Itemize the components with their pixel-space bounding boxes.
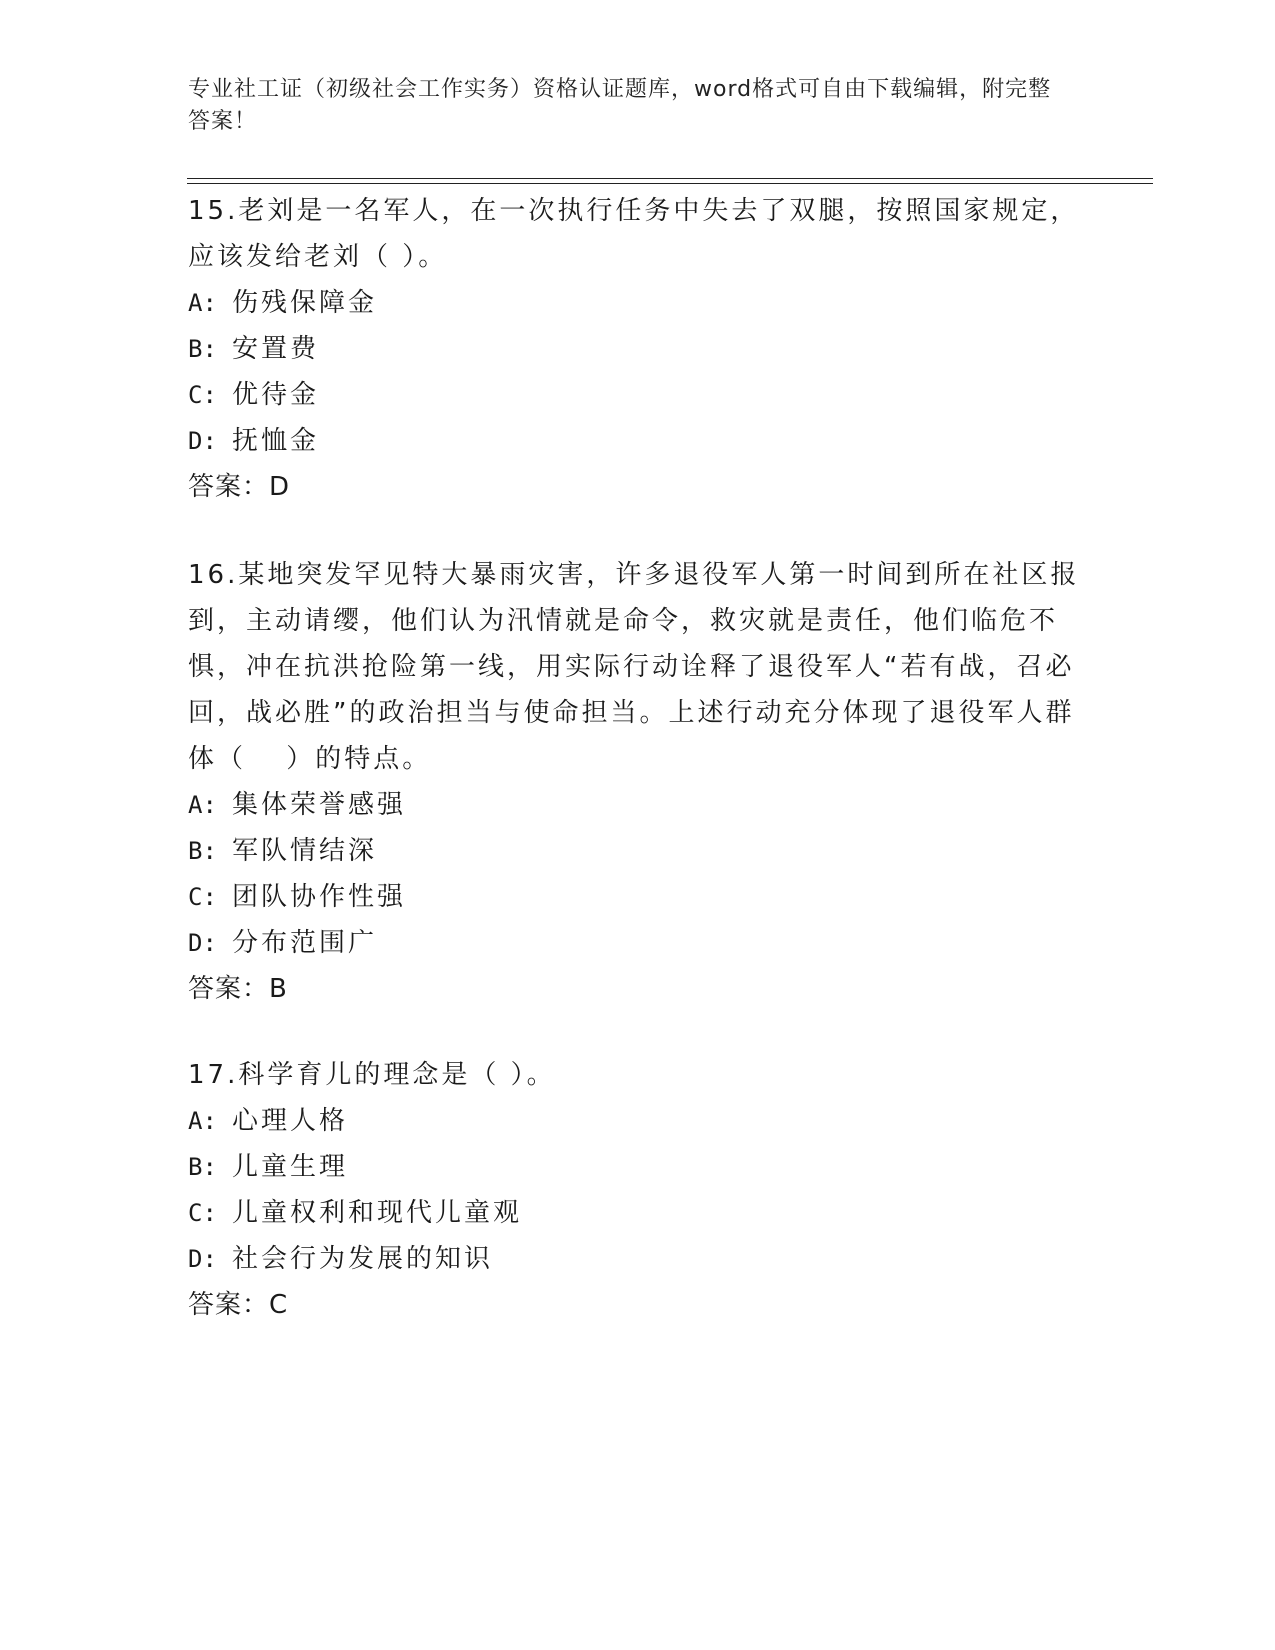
option-text: 团队协作性强 bbox=[232, 882, 407, 912]
option-letter: D: bbox=[188, 427, 217, 455]
option-text: 安置费 bbox=[232, 334, 320, 364]
option-letter: A: bbox=[188, 289, 217, 317]
option-c bbox=[188, 372, 1088, 418]
option-a bbox=[188, 1098, 1088, 1144]
question-15 bbox=[188, 188, 1088, 510]
option-b bbox=[188, 1144, 1088, 1190]
answer: 答案：B bbox=[188, 974, 288, 1004]
option-a bbox=[188, 782, 1088, 828]
option-text: 伤残保障金 bbox=[232, 288, 378, 318]
option-letter: D: bbox=[188, 1245, 217, 1273]
option-d bbox=[188, 418, 1088, 464]
header-divider-bottom bbox=[187, 183, 1153, 184]
option-letter: B: bbox=[188, 1153, 217, 1181]
header-divider-top bbox=[187, 178, 1153, 179]
answer: 答案：C bbox=[188, 1290, 289, 1320]
question-17 bbox=[188, 1052, 1088, 1328]
option-letter: D: bbox=[188, 929, 217, 957]
option-text: 抚恤金 bbox=[232, 426, 320, 456]
option-letter: C: bbox=[188, 883, 217, 911]
option-text: 儿童生理 bbox=[232, 1152, 349, 1182]
option-b bbox=[188, 828, 1088, 874]
option-text: 社会行为发展的知识 bbox=[232, 1244, 494, 1274]
option-a bbox=[188, 280, 1088, 326]
option-text: 集体荣誉感强 bbox=[232, 790, 407, 820]
option-letter: B: bbox=[188, 335, 217, 363]
option-d bbox=[188, 1236, 1088, 1282]
option-letter: A: bbox=[188, 791, 217, 819]
option-b bbox=[188, 326, 1088, 372]
option-text: 儿童权利和现代儿童观 bbox=[232, 1198, 523, 1228]
option-letter: A: bbox=[188, 1107, 217, 1135]
option-d bbox=[188, 920, 1088, 966]
question-stem: 16.某地突发罕见特大暴雨灾害，许多退役军人第一时间到所在社区报到，主动请缨，他们认为汛情就是命令，救灾就是责任，他们临危不惧，冲在抗洪抢险第一线，用实际行动诠释了退役军人“若有战，召必回，战必胜”的政治担当与使命担当。上述行动充分体现了退役军人群体（ ）的特点。 bbox=[188, 560, 1080, 774]
option-text: 优待金 bbox=[232, 380, 320, 410]
option-c bbox=[188, 1190, 1088, 1236]
option-c bbox=[188, 874, 1088, 920]
option-text: 分布范围广 bbox=[232, 928, 378, 958]
option-letter: B: bbox=[188, 837, 217, 865]
option-letter: C: bbox=[188, 1199, 217, 1227]
question-16 bbox=[188, 552, 1088, 1012]
document-header bbox=[188, 74, 1068, 138]
answer: 答案：D bbox=[188, 472, 291, 502]
option-letter: C: bbox=[188, 381, 217, 409]
option-text: 军队情结深 bbox=[232, 836, 378, 866]
option-text: 心理人格 bbox=[232, 1106, 349, 1136]
header-text: 专业社工证（初级社会工作实务）资格认证题库，word格式可自由下载编辑，附完整答案！ bbox=[188, 77, 1052, 134]
question-stem: 15.老刘是一名军人，在一次执行任务中失去了双腿，按照国家规定，应该发给老刘（ ）。 bbox=[188, 196, 1080, 272]
question-stem: 17.科学育儿的理念是（ ）。 bbox=[188, 1060, 556, 1090]
